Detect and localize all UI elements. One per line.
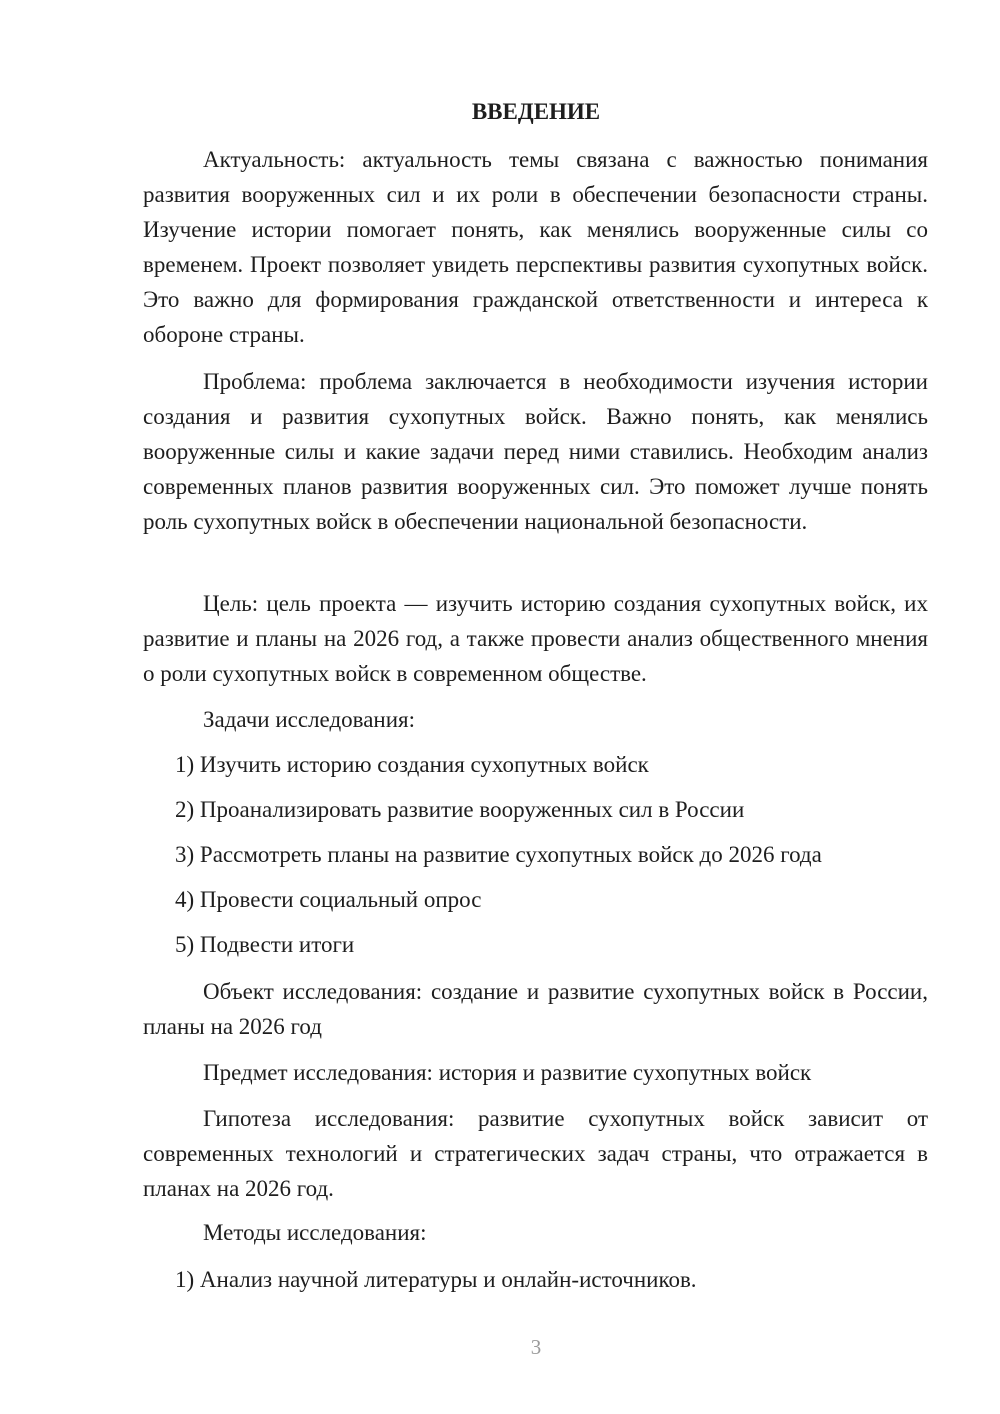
tasks-heading: Задачи исследования: xyxy=(203,707,416,732)
section-title: ВВЕДЕНИЕ xyxy=(471,99,601,124)
method-item-1: 1) Анализ научной литературы и онлайн-источников. xyxy=(175,1267,697,1292)
page-number: 3 xyxy=(530,1335,542,1359)
task-item-1: 1) Изучить историю создания сухопутных войск xyxy=(175,752,649,777)
goal-paragraph: Цель: цель проекта — изучить историю создания сухопутных войск, их развитие и планы на 2026 год, а также провести анализ общественного мнения о роли сухопутных войск в современном обществе. xyxy=(143,591,928,686)
problem-paragraph: Проблема: проблема заключается в необходимости изучения истории создания и развития сухопутных войск. Важно понять, как менялись вооруженные силы и какие задачи перед ними ставились. Необходим анализ современных планов развития вооруженных сил. Это поможет лучше понять роль сухопутных войск в обеспечении национальной безопасности. xyxy=(143,369,928,534)
subject-paragraph: Предмет исследования: история и развитие сухопутных войск xyxy=(203,1060,812,1085)
task-item-3: 3) Рассмотреть планы на развитие сухопутных войск до 2026 года xyxy=(175,842,822,867)
task-item-5: 5) Подвести итоги xyxy=(175,932,355,957)
methods-heading: Методы исследования: xyxy=(203,1220,427,1245)
object-paragraph: Объект исследования: создание и развитие сухопутных войск в России, планы на 2026 год xyxy=(143,979,928,1039)
task-item-4: 4) Провести социальный опрос xyxy=(175,887,482,912)
task-item-2: 2) Проанализировать развитие вооруженных сил в России xyxy=(175,797,745,822)
hypothesis-paragraph: Гипотеза исследования: развитие сухопутных войск зависит от современных технологий и стратегических задач страны, что отражается в планах на 2026 год. xyxy=(143,1106,928,1201)
relevance-paragraph: Актуальность: актуальность темы связана с важностью понимания развития вооруженных сил и их роли в обеспечении безопасности страны. Изучение истории помогает понять, как менялись вооруженные силы со временем. Проект позволяет увидеть перспективы развития сухопутных войск. Это важно для формирования гражданской ответственности и интереса к обороне страны. xyxy=(143,147,928,347)
